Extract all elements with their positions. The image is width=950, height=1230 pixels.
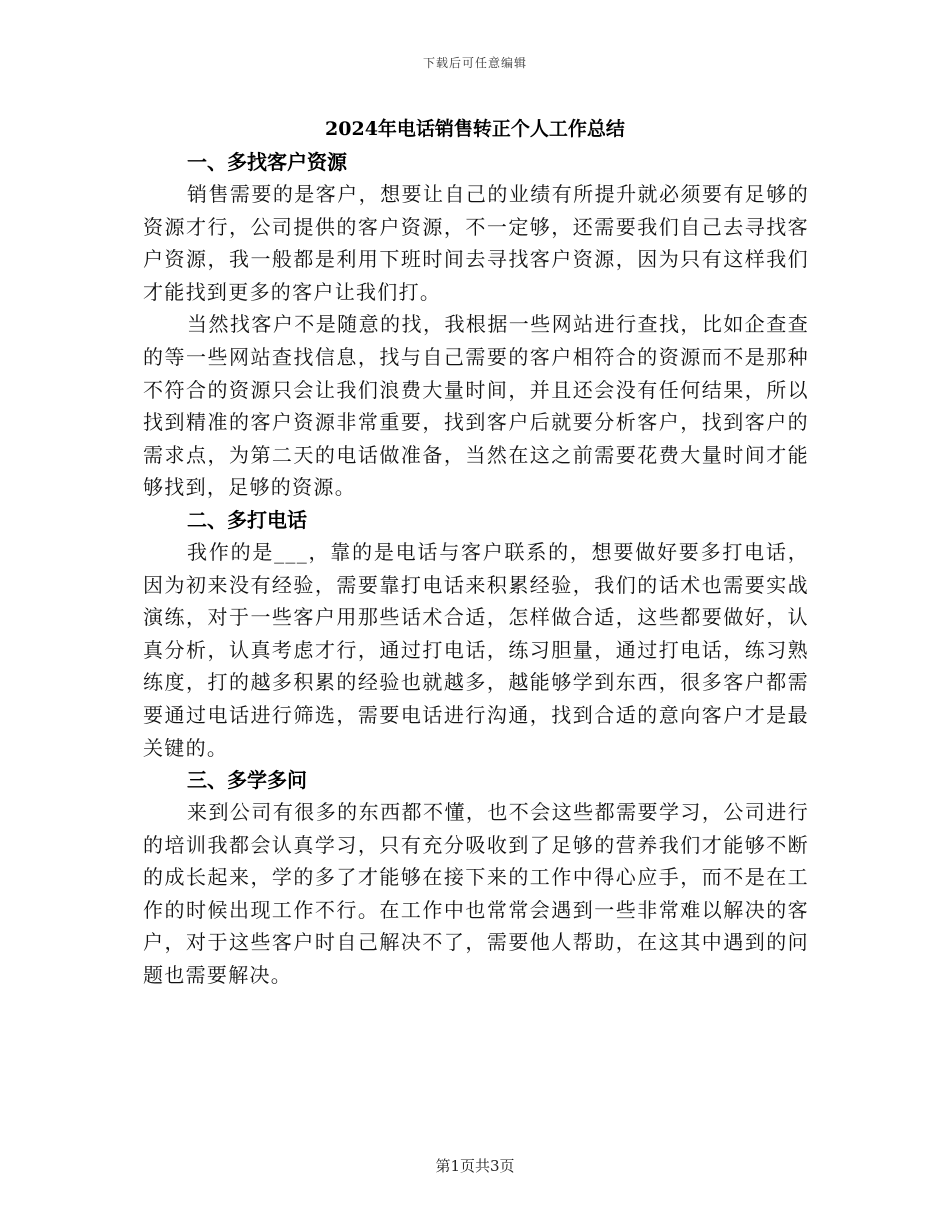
section-heading: 一、多找客户资源	[187, 150, 347, 174]
section-heading: 三、多学多问	[187, 768, 307, 793]
paragraph: 销售需要的是客户，想要让自己的业绩有所提升就必须要有足够的资源才行，公司提供的客户资源，不一定够，还需要我们自己去寻找客户资源，我一般都是利用下班时间去寻找客户资源，因为只有这样我们才能找到更多的客户让我们打。	[143, 182, 809, 304]
document-title: 2024年电话销售转正个人工作总结	[325, 118, 625, 140]
paragraph: 我作的是___，靠的是电话与客户联系的，想要做好要多打电话，因为初来没有经验，需要靠打电话来积累经验，我们的话术也需要实战演练，对于一些客户用那些话术合适，怎样做合适，这些都要做好，认真分析，认真考虑才行，通过打电话，练习胆量，通过打电话，练习熟练度，打的越多积累的经验也就越多，越能够学到东西，很多客户都需要通过电话进行筛选，需要电话进行沟通，找到合适的意向客户才是最关键的。	[143, 539, 809, 760]
header-note: 下载后可任意编辑	[422, 56, 527, 70]
paragraph: 来到公司有很多的东西都不懂，也不会这些都需要学习，公司进行的培训我都会认真学习，只有充分吸收到了足够的营养我们才能够不断的成长起来，学的多了才能够在接下来的工作中得心应手，而不是在工作的时候出现工作不行。在工作中也常常会遇到一些非常难以解决的客户，对于这些客户时自己解决不了，需要他人帮助，在这其中遇到的问题也需要解决。	[143, 800, 809, 988]
section-heading: 二、多打电话	[187, 507, 307, 532]
document-body	[143, 146, 809, 992]
page-indicator: 第1页共3页	[435, 1157, 515, 1175]
paragraph: 当然找客户不是随意的找，我根据一些网站进行查找，比如企查查的等一些网站查找信息，找与自己需要的客户相符合的资源而不是那种不符合的资源只会让我们浪费大量时间，并且还会没有任何结果，所以找到精准的客户资源非常重要，找到客户后就要分析客户，找到客户的需求点，为第二天的电话做准备，当然在这之前需要花费大量时间才能够找到，足够的资源。	[143, 312, 809, 500]
